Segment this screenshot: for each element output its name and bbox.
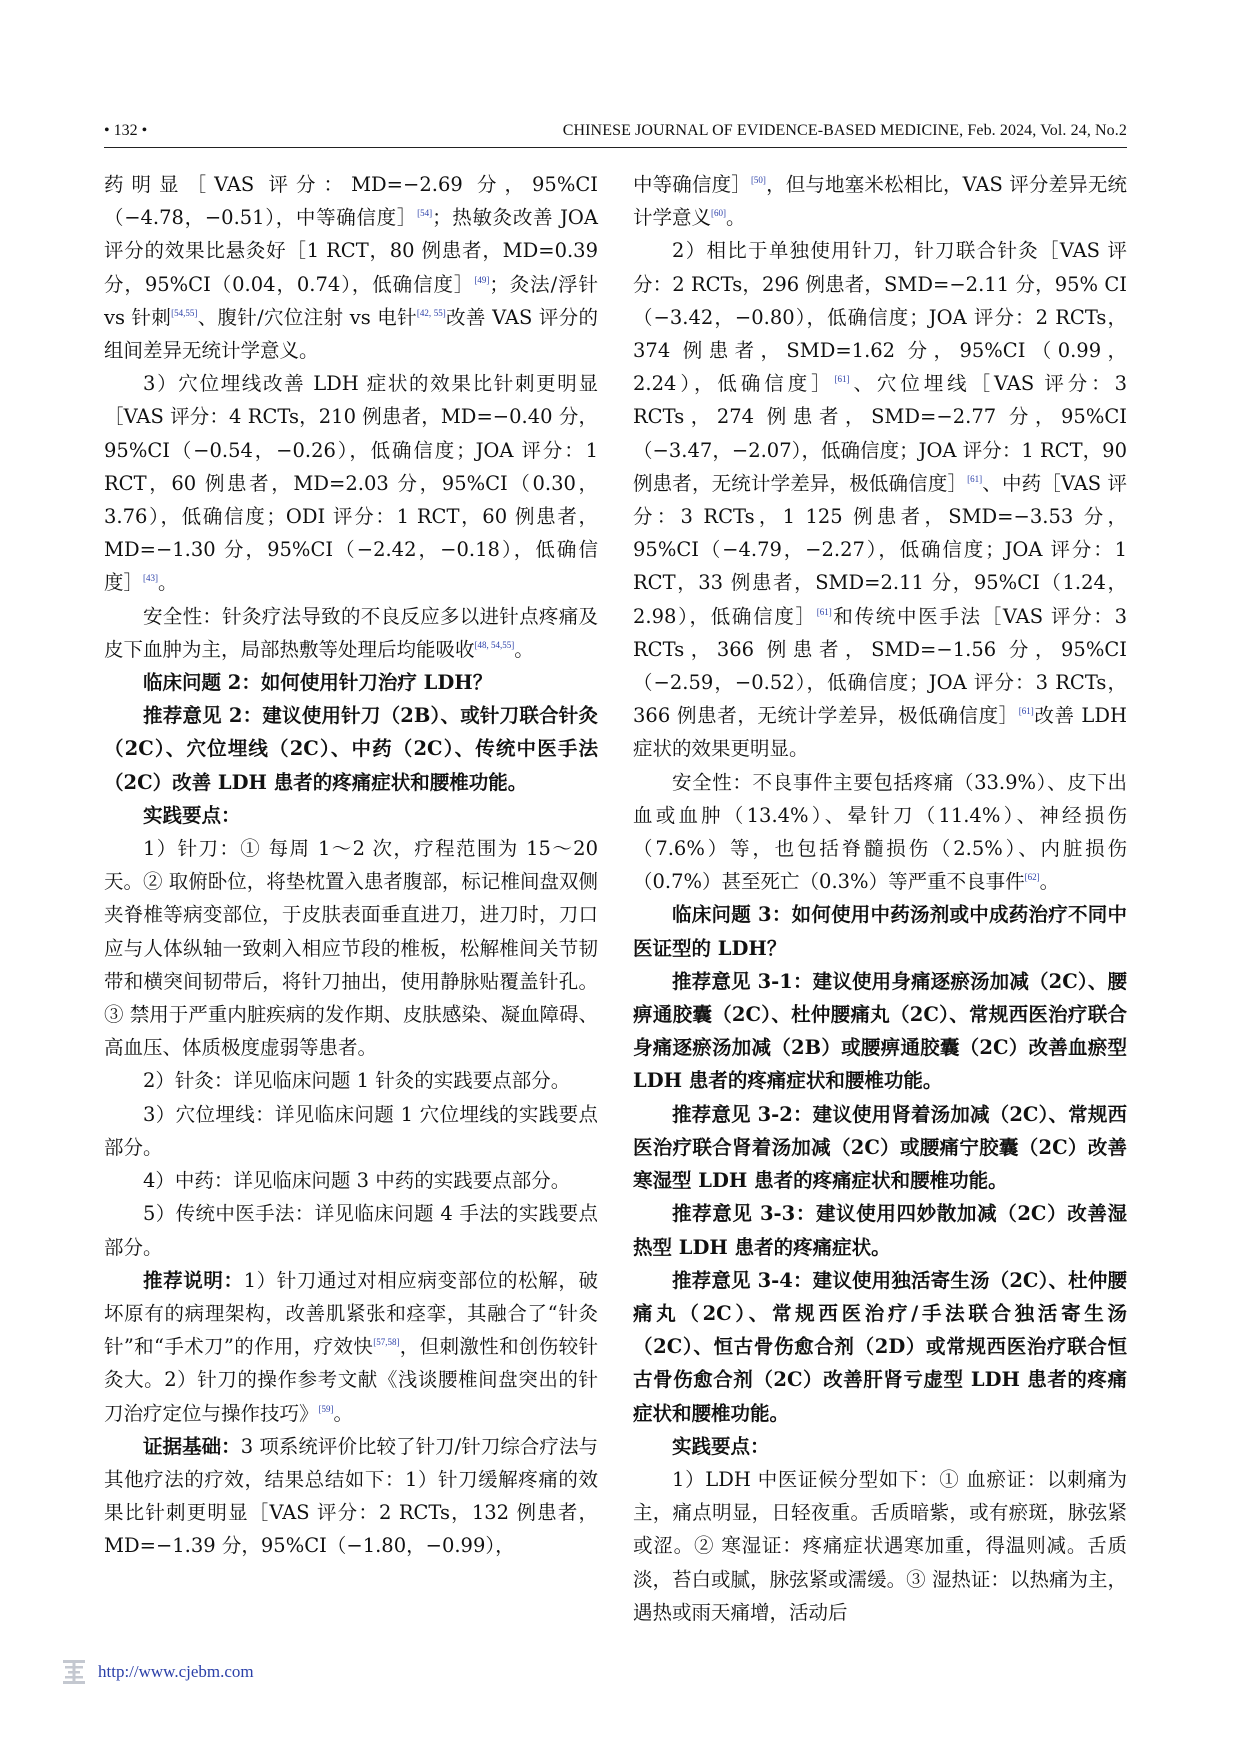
left-column <box>104 168 598 1563</box>
page-footer <box>60 1658 360 1688</box>
citation-ref[interactable]: [48, 54,55] <box>474 639 515 650</box>
paragraph: 5）传统中医手法：详见临床问题 4 手法的实践要点部分。 <box>104 1202 598 1259</box>
citation-ref[interactable]: [57,58] <box>373 1337 400 1348</box>
recommendation: 推荐意见 3-2：建议使用肾着汤加减（2C）、常规西医治疗联合肾着汤加减（2C）或腰痛宁胶囊（2C）改善寒湿型 LDH 患者的疼痛症状和腰椎功能。 <box>633 1102 1127 1193</box>
page-number: • 132 • <box>104 122 148 139</box>
section-label: 实践要点： <box>143 803 241 827</box>
citation-ref[interactable]: [61] <box>834 374 850 385</box>
paragraph: 2）相比于单独使用针刀，针刀联合针灸［VAS 评分：2 RCTs，296 例患者，SMD=−2.11 分，95% CI（−3.42，−0.80），低确信度；JOA 评分：2 RCTs，374 例患者，SMD=1.62 分，95%CI（0.99，2.24），低确信度］[61]、穴位埋线［VAS 评分：3 RCTs，274 例患者，SMD=−2.77 分，95%CI（−3.47，−2.07），低确信度；JOA 评分：1 RCT，90 例患者，无统计学差异，极低确信度］[61]、中药［VAS 评分：3 RCTs，1 125 例患者，SMD=−3.53 分，95%CI（−4.79，−2.27），低确信度；JOA 评分：1 RCT，33 例患者，SMD=2.11 分，95%CI（1.24，2.98），低确信度］[61]和传统中医手法［VAS 评分：3 RCTs，366 例患者，SMD=−1.56 分，95%CI（−2.59，−0.52），低确信度；JOA 评分：3 RCTs，366 例患者，无统计学差异，极低确信度］[61]改善 LDH 症状的效果更明显。 <box>633 239 1127 761</box>
paragraph: 4）中药：详见临床问题 3 中药的实践要点部分。 <box>143 1169 571 1193</box>
citation-ref[interactable]: [54] <box>417 208 433 219</box>
citation-ref[interactable]: [50] <box>750 175 766 185</box>
journal-website-link[interactable]: http://www.cjebm.com <box>98 1662 254 1681</box>
header-rule <box>104 147 1127 148</box>
paragraph: 3）穴位埋线：详见临床问题 1 穴位埋线的实践要点部分。 <box>104 1102 598 1159</box>
paragraph: 安全性：针灸疗法导致的不良反应多以进针点疼痛及皮下血肿为主，局部热敷等处理后均能吸收[48, 54,55]。 <box>104 604 598 661</box>
paragraph: 推荐说明：1）针刀通过对相应病变部位的松解，破坏原有的病理架构，改善肌紧张和痉挛，其融合了“针灸针”和“手术刀”的作用，疗效快[57,58]，但刺激性和创伤较针灸大。2）针刀的操作参考文献《浅谈腰椎间盘突出的针刀治疗定位与操作技巧》[59]。 <box>104 1268 598 1425</box>
running-header <box>104 118 1127 144</box>
paragraph: 1）LDH 中医证候分型如下：① 血瘀证：以刺痛为主，痛点明显，日轻夜重。舌质暗紫，或有瘀斑，脉弦紧或涩。② 寒湿证：疼痛症状遇寒加重，得温则减。舌质淡，苔白或腻，脉弦紧或濡缓。③ 湿热证：以热痛为主，遇热或雨天痛增，活动后 <box>633 1467 1127 1624</box>
paragraph: 1）针刀：① 每周 1～2 次，疗程范围为 15～20 天。② 取俯卧位，将垫枕置入患者腹部，标记椎间盘双侧夹脊椎等病变部位，于皮肤表面垂直进刀，进刀时，刀口应与人体纵轴一致刺入相应节段的椎板，松解椎间关节韧带和横突间韧带后，将针刀抽出，使用静脉贴覆盖针孔。③ 禁用于严重内脏疾病的发作期、皮肤感染、凝血障碍、高血压、体质极度虚弱等患者。 <box>104 837 598 1060</box>
recommendation: 推荐意见 3-1：建议使用身痛逐瘀汤加减（2C）、腰痹通胶囊（2C）、杜仲腰痛丸（2C）、常规西医治疗联合身痛逐瘀汤加减（2B）或腰痹通胶囊（2C）改善血瘀型 LDH 患者的疼痛症状和腰椎功能。 <box>633 969 1127 1093</box>
paragraph: 3）穴位埋线改善 LDH 症状的效果比针刺更明显［VAS 评分：4 RCTs，210 例患者，MD=−0.40 分，95%CI（−0.54，−0.26），低确信度；JOA 评分：1 RCT，60 例患者，MD=2.03 分，95%CI（0.30，3.76），低确信度；ODI 评分：1 RCT，60 例患者，MD=−1.30 分，95%CI（−2.42，−0.18），低确信度］[43]。 <box>104 372 598 595</box>
recommendation: 推荐意见 3-4：建议使用独活寄生汤（2C）、杜仲腰痛丸（2C）、常规西医治疗/手法联合独活寄生汤（2C）、恒古骨伤愈合剂（2D）或常规西医治疗联合恒古骨伤愈合剂（2C）改善肝肾亏虚型 LDH 患者的疼痛症状和腰椎功能。 <box>633 1268 1127 1425</box>
citation-ref[interactable]: [60] <box>711 208 727 219</box>
recommendation: 推荐意见 3-3：建议使用四妙散加减（2C）改善湿热型 LDH 患者的疼痛症状。 <box>633 1202 1127 1259</box>
paragraph: 2）针灸：详见临床问题 1 针灸的实践要点部分。 <box>143 1069 571 1093</box>
citation-ref[interactable]: [61] <box>1018 706 1034 717</box>
paragraph: 药明显［VAS 评分：MD=−2.69 分，95%CI（−4.78，−0.51），中等确信度］[54]；热敏灸改善 JOA 评分的效果比悬灸好［1 RCT，80 例患者，MD=0.39 分，95%CI（0.04，0.74），低确信度］[49]；灸法/浮针 vs 针刺[54,55]、腹针/穴位注射 vs 电针[42, 55]改善 VAS 评分的组间差异无统计学意义。 <box>104 173 599 363</box>
citation-ref[interactable]: [54,55] <box>171 307 198 318</box>
clinical-question-heading: 临床问题 2：如何使用针刀治疗 LDH？ <box>143 671 493 695</box>
journal-logo-icon <box>60 1658 88 1686</box>
citation-ref[interactable]: [43] <box>143 573 159 584</box>
citation-ref[interactable]: [42, 55] <box>416 307 446 318</box>
citation-ref[interactable]: [49] <box>474 274 490 285</box>
journal-citation: CHINESE JOURNAL OF EVIDENCE-BASED MEDICINE, Feb. 2024, Vol. 24, No.2 <box>562 122 1127 139</box>
citation-ref[interactable]: [61] <box>816 606 832 617</box>
recommendation: 推荐意见 2：建议使用针刀（2B）、或针刀联合针灸（2C）、穴位埋线（2C）、中药（2C）、传统中医手法（2C）改善 LDH 患者的疼痛症状和腰椎功能。 <box>104 704 598 794</box>
citation-ref[interactable]: [61] <box>967 473 983 484</box>
paragraph: 安全性：不良事件主要包括疼痛（33.9%）、皮下出血或血肿（13.4%）、晕针刀（11.4%）、神经损伤（7.6%）等，也包括脊髓损伤（2.5%）、内脏损伤（0.7%）甚至死亡（0.3%）等严重不良事件[62]。 <box>633 770 1127 894</box>
citation-ref[interactable]: [59] <box>318 1403 334 1414</box>
paragraph: 证据基础：3 项系统评价比较了针刀/针刀综合疗法与其他疗法的疗效，结果总结如下：1）针刀缓解疼痛的效果比针刺更明显［VAS 评分：2 RCTs，132 例患者，MD=−1.39 分，95%CI（−1.80，−0.99）， <box>104 1434 598 1558</box>
clinical-question-heading: 临床问题 3：如何使用中药汤剂或中成药治疗不同中医证型的 LDH？ <box>633 903 1127 960</box>
section-label: 实践要点： <box>672 1434 770 1458</box>
citation-ref[interactable]: [62] <box>1024 872 1040 883</box>
paragraph: 中等确信度］[50]，但与地塞米松相比，VAS 评分差异无统计学意义[60]。 <box>633 173 1127 230</box>
right-column <box>633 168 1127 1629</box>
